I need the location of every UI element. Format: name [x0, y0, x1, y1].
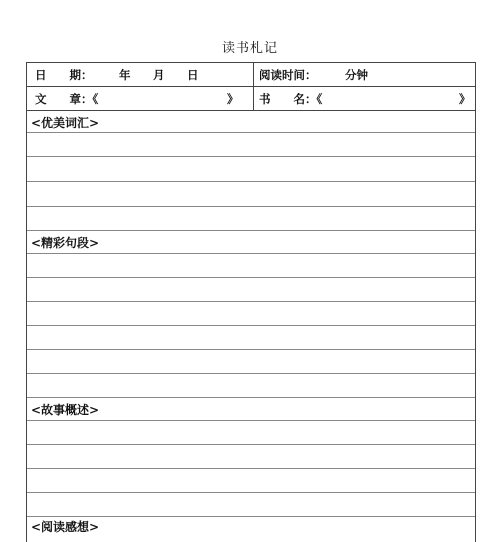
ruled-line [27, 373, 475, 374]
date-label: 日 期： [35, 68, 93, 82]
ruled-line [27, 492, 475, 493]
article-book-row [27, 87, 475, 111]
ruled-line [27, 156, 475, 157]
ruled-line [27, 230, 475, 231]
header-divider [253, 63, 254, 86]
ruled-line [27, 420, 475, 421]
date-time-row [27, 63, 475, 87]
ruled-line [27, 181, 475, 182]
ruled-line [27, 516, 475, 517]
ruled-line [27, 206, 475, 207]
ruled-line [27, 253, 475, 254]
article-label: 文 章：《 [35, 92, 99, 106]
section-label-summary: <故事概述> [31, 403, 100, 417]
ruled-line [27, 301, 475, 302]
minutes-label: 分钟 [345, 68, 368, 82]
day-label: 日 [187, 68, 199, 82]
year-label: 年 [119, 68, 131, 82]
ruled-line [27, 277, 475, 278]
ruled-line [27, 444, 475, 445]
section-label-reflection: <阅读感想> [31, 520, 100, 534]
header-divider [253, 87, 254, 110]
ruled-line [27, 397, 475, 398]
book-label: 书 名：《 [259, 92, 323, 106]
ruled-line [27, 325, 475, 326]
section-label-vocabulary: <优美词汇> [31, 116, 100, 130]
reading-time-label: 阅读时间： [259, 68, 317, 82]
section-label-sentences: <精彩句段> [31, 236, 100, 250]
ruled-line [27, 132, 475, 133]
ruled-line [27, 468, 475, 469]
reading-note-form [26, 62, 476, 542]
month-label: 月 [153, 68, 165, 82]
book-close-quote: 》 [459, 92, 471, 106]
ruled-line [27, 349, 475, 350]
article-close-quote: 》 [227, 92, 239, 106]
page-title: 读书札记 [221, 41, 278, 56]
